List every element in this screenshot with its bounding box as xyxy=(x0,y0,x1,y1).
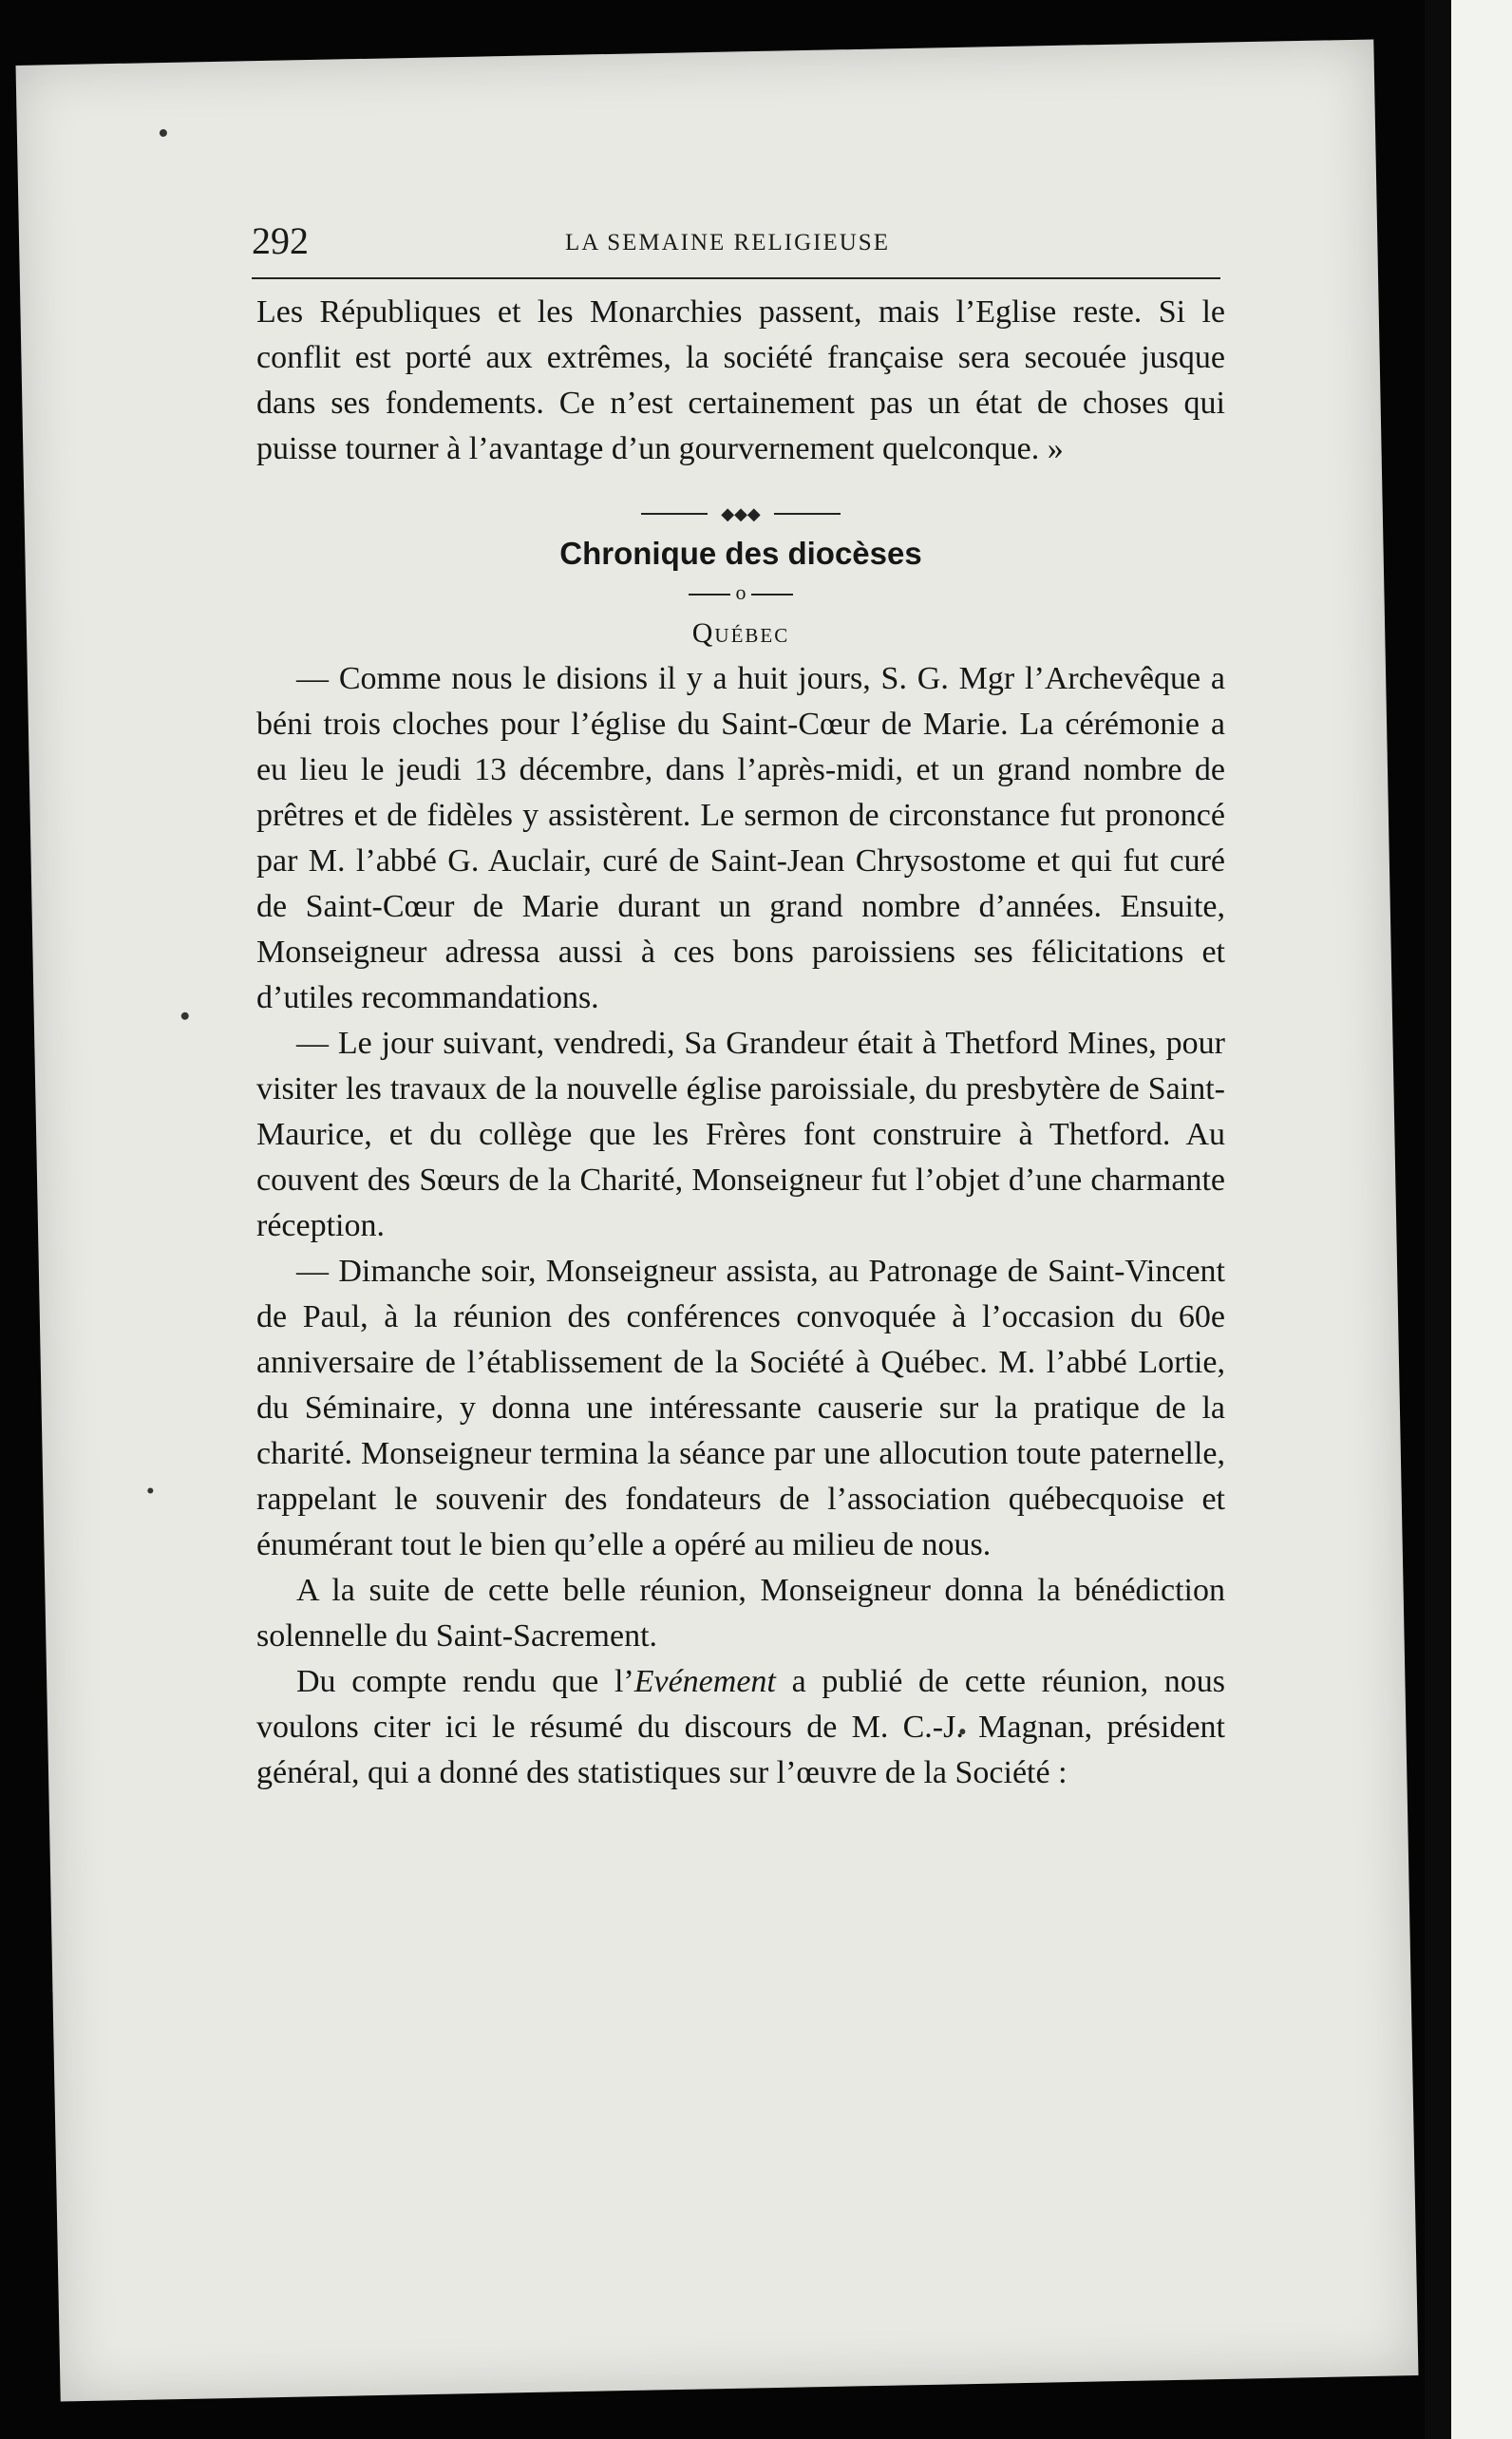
running-title: LA SEMAINE RELIGIEUSE xyxy=(565,230,890,255)
small-ornament xyxy=(256,578,1225,607)
speck xyxy=(181,1012,189,1020)
ornament-line xyxy=(689,594,730,596)
next-page-edge xyxy=(1425,0,1512,2439)
page-body xyxy=(256,290,1225,1796)
paragraph-last xyxy=(256,1659,1225,1796)
paragraph: — Le jour suivant, vendredi, Sa Grandeur était à Thetford Mines, pour visiter les travaux de la nouvelle église paroissiale, du presbytère de Saint-Maurice, et du collège que les Frères font construire à Thetford. Au couvent des Sœurs de la Charité, Monseigneur fut l’objet d’une charmante réception. xyxy=(256,1026,1225,1243)
section-title: Chronique des diocèses xyxy=(559,536,922,571)
speck xyxy=(160,129,167,137)
ornament-diamond-icon: ◆◆◆ xyxy=(721,504,761,524)
intro-paragraph: Les Républiques et les Monarchies passent, mais l’Eglise reste. Si le conflit est porté aux extrêmes, la société française sera secouée jusque dans ses fondements. Ce n’est certainement pas un état de choses qui puisse tourner à l’avantage d’un gourvernement quelconque. » xyxy=(256,294,1225,466)
paragraph-text: Du compte rendu que l’ xyxy=(296,1664,634,1699)
ornament-line xyxy=(641,513,708,515)
paragraph-text: a publié de cette réunion, nous voulons citer ici le résumé du discours de M. C.-J. Magnan, président général, qui a donné des statistiques sur l’œuvre de la Société : xyxy=(256,1664,1225,1790)
subsection-title: Québec xyxy=(691,617,790,649)
speck xyxy=(147,1487,153,1493)
newspaper-title: Evénement xyxy=(633,1664,776,1699)
ornament-line xyxy=(774,513,841,515)
section-ornament xyxy=(256,489,1225,524)
paragraph: — Dimanche soir, Monseigneur assista, au Patronage de Saint-Vincent de Paul, à la réunion des conférences convoquée à l’occasion du 60e anniversaire de l’établissement de la Société à Québec. M. l’abbé Lortie, du Séminaire, y donna une intéressante causerie sur la pratique de la charité. Monseigneur termina la séance par une allocution toute paternelle, rappelant le souvenir des fondateurs de l’association québecquoise et énumérant tout le bien qu’elle a opéré au milieu de nous. xyxy=(256,1254,1225,1562)
page-number: 292 xyxy=(252,219,309,262)
paragraph: — Comme nous le disions il y a huit jours, S. G. Mgr l’Archevêque a béni trois cloches pour l’église du Saint-Cœur de Marie. La cérémonie a eu lieu le jeudi 13 décembre, dans l’après-midi, et un grand nombre de prêtres et de fidèles y assistèrent. Le sermon de circonstance fut prononcé par M. l’abbé G. Auclair, curé de Saint-Jean Chrysostome et qui fut curé de Saint-Cœur de Marie durant un grand nombre d’années. Ensuite, Monseigneur adressa aussi à ces bons paroissiens ses félicitations et d’utiles recommandations. xyxy=(256,661,1225,1015)
ornament-circle: o xyxy=(735,580,747,604)
ornament-line xyxy=(751,594,793,596)
book-gutter xyxy=(1425,0,1451,2439)
header-rule xyxy=(252,277,1220,279)
page-header xyxy=(252,218,1220,285)
paragraph: A la suite de cette belle réunion, Monseigneur donna la bénédiction solennelle du Saint-Sacrement. xyxy=(256,1573,1225,1654)
